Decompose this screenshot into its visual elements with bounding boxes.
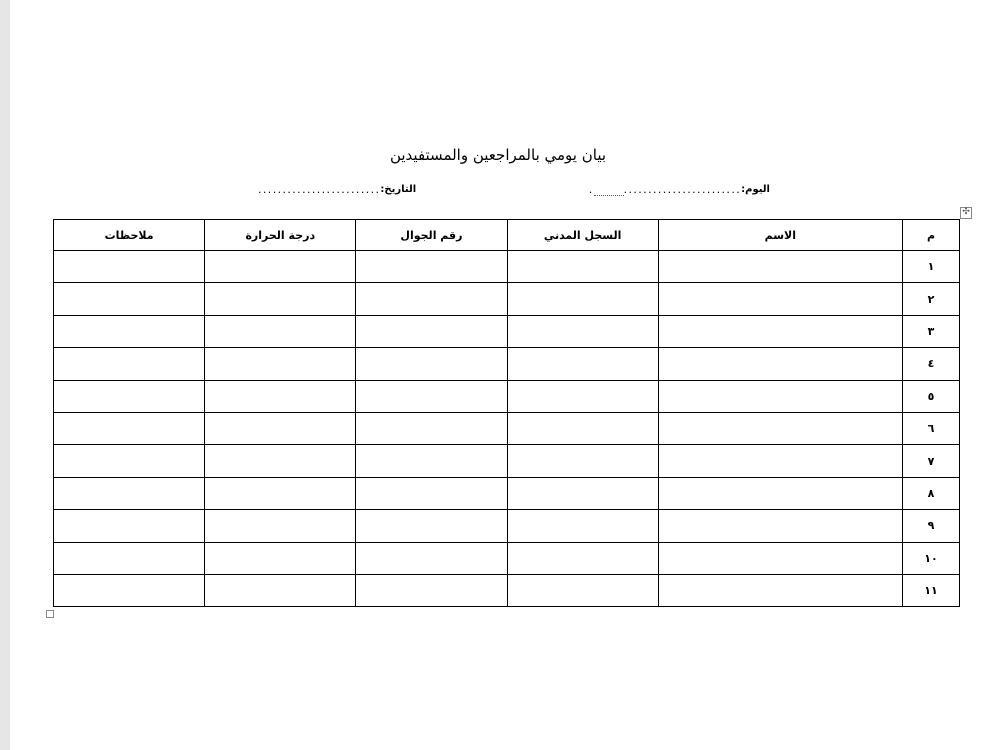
civil-id-cell[interactable] — [507, 251, 658, 283]
table-row — [54, 251, 960, 283]
name-cell[interactable] — [658, 348, 902, 380]
row-number: ١١ — [902, 574, 959, 606]
row-number: ٦ — [902, 412, 959, 444]
table-row — [54, 510, 960, 542]
visitors-table — [53, 219, 960, 607]
table-row — [54, 445, 960, 477]
civil-id-cell[interactable] — [507, 412, 658, 444]
name-cell[interactable] — [658, 477, 902, 509]
civil-id-cell[interactable] — [507, 283, 658, 315]
temperature-cell[interactable] — [205, 315, 356, 347]
table-row — [54, 283, 960, 315]
temperature-cell[interactable] — [205, 510, 356, 542]
notes-cell[interactable] — [54, 412, 205, 444]
header-civil-id: السجل المدني — [507, 220, 658, 251]
date-field[interactable] — [258, 183, 416, 196]
row-number: ٤ — [902, 348, 959, 380]
document-title: بيان يومي بالمراجعين والمستفيدين — [389, 146, 607, 164]
day-dots: ........................ — [623, 183, 742, 196]
notes-cell[interactable] — [54, 477, 205, 509]
mobile-cell[interactable] — [356, 315, 507, 347]
row-number: ٢ — [902, 283, 959, 315]
name-cell[interactable] — [658, 315, 902, 347]
notes-cell[interactable] — [54, 510, 205, 542]
table-row — [54, 348, 960, 380]
day-field[interactable] — [589, 183, 770, 196]
row-number: ٣ — [902, 315, 959, 347]
mobile-cell[interactable] — [356, 542, 507, 574]
date-label: التاريخ: — [380, 184, 417, 195]
civil-id-cell[interactable] — [507, 574, 658, 606]
row-number: ١٠ — [902, 542, 959, 574]
header-number: م — [902, 220, 959, 251]
temperature-cell[interactable] — [205, 445, 356, 477]
header-mobile: رقم الجوال — [356, 220, 507, 251]
table-row — [54, 315, 960, 347]
mobile-cell[interactable] — [356, 574, 507, 606]
date-dots: ......................... — [258, 183, 381, 196]
row-number: ٨ — [902, 477, 959, 509]
mobile-cell[interactable] — [356, 510, 507, 542]
table-move-handle-icon[interactable]: ✣ — [960, 207, 972, 219]
day-label: اليوم: — [741, 184, 770, 195]
civil-id-cell[interactable] — [507, 510, 658, 542]
text-cursor — [507, 289, 508, 307]
temperature-cell[interactable] — [205, 477, 356, 509]
notes-cell[interactable] — [54, 251, 205, 283]
civil-id-cell[interactable] — [507, 315, 658, 347]
civil-id-cell[interactable] — [507, 445, 658, 477]
row-number: ١ — [902, 251, 959, 283]
mobile-cell[interactable] — [356, 445, 507, 477]
table-row — [54, 380, 960, 412]
name-cell[interactable] — [658, 510, 902, 542]
civil-id-cell[interactable] — [507, 380, 658, 412]
temperature-cell[interactable] — [205, 542, 356, 574]
table-row — [54, 542, 960, 574]
notes-cell[interactable] — [54, 283, 205, 315]
temperature-cell[interactable] — [205, 283, 356, 315]
table-row — [54, 477, 960, 509]
day-dot-tail: . — [588, 183, 594, 196]
notes-cell[interactable] — [54, 380, 205, 412]
spellcheck-squiggle — [594, 191, 624, 196]
table-body — [54, 251, 960, 607]
table-row — [54, 574, 960, 606]
civil-id-cell[interactable] — [507, 348, 658, 380]
mobile-cell[interactable] — [356, 477, 507, 509]
temperature-cell[interactable] — [205, 348, 356, 380]
table-header-row — [54, 220, 960, 251]
civil-id-cell[interactable] — [507, 477, 658, 509]
header-name: الاسم — [658, 220, 902, 251]
table-row — [54, 412, 960, 444]
row-number: ٩ — [902, 510, 959, 542]
mobile-cell[interactable] — [356, 412, 507, 444]
name-cell[interactable] — [658, 574, 902, 606]
name-cell[interactable] — [658, 283, 902, 315]
civil-id-cell[interactable] — [507, 542, 658, 574]
mobile-cell[interactable] — [356, 380, 507, 412]
mobile-cell[interactable] — [356, 251, 507, 283]
temperature-cell[interactable] — [205, 380, 356, 412]
table-resize-handle-icon[interactable] — [46, 610, 54, 618]
notes-cell[interactable] — [54, 574, 205, 606]
info-line — [250, 183, 770, 201]
mobile-cell[interactable] — [356, 283, 507, 315]
temperature-cell[interactable] — [205, 251, 356, 283]
header-temperature: درجة الحرارة — [205, 220, 356, 251]
name-cell[interactable] — [658, 445, 902, 477]
notes-cell[interactable] — [54, 315, 205, 347]
temperature-cell[interactable] — [205, 574, 356, 606]
temperature-cell[interactable] — [205, 412, 356, 444]
document-page — [10, 0, 986, 750]
header-notes: ملاحظات — [54, 220, 205, 251]
row-number: ٧ — [902, 445, 959, 477]
name-cell[interactable] — [658, 542, 902, 574]
notes-cell[interactable] — [54, 445, 205, 477]
notes-cell[interactable] — [54, 542, 205, 574]
name-cell[interactable] — [658, 412, 902, 444]
mobile-cell[interactable] — [356, 348, 507, 380]
notes-cell[interactable] — [54, 348, 205, 380]
name-cell[interactable] — [658, 251, 902, 283]
name-cell[interactable] — [658, 380, 902, 412]
row-number: ٥ — [902, 380, 959, 412]
